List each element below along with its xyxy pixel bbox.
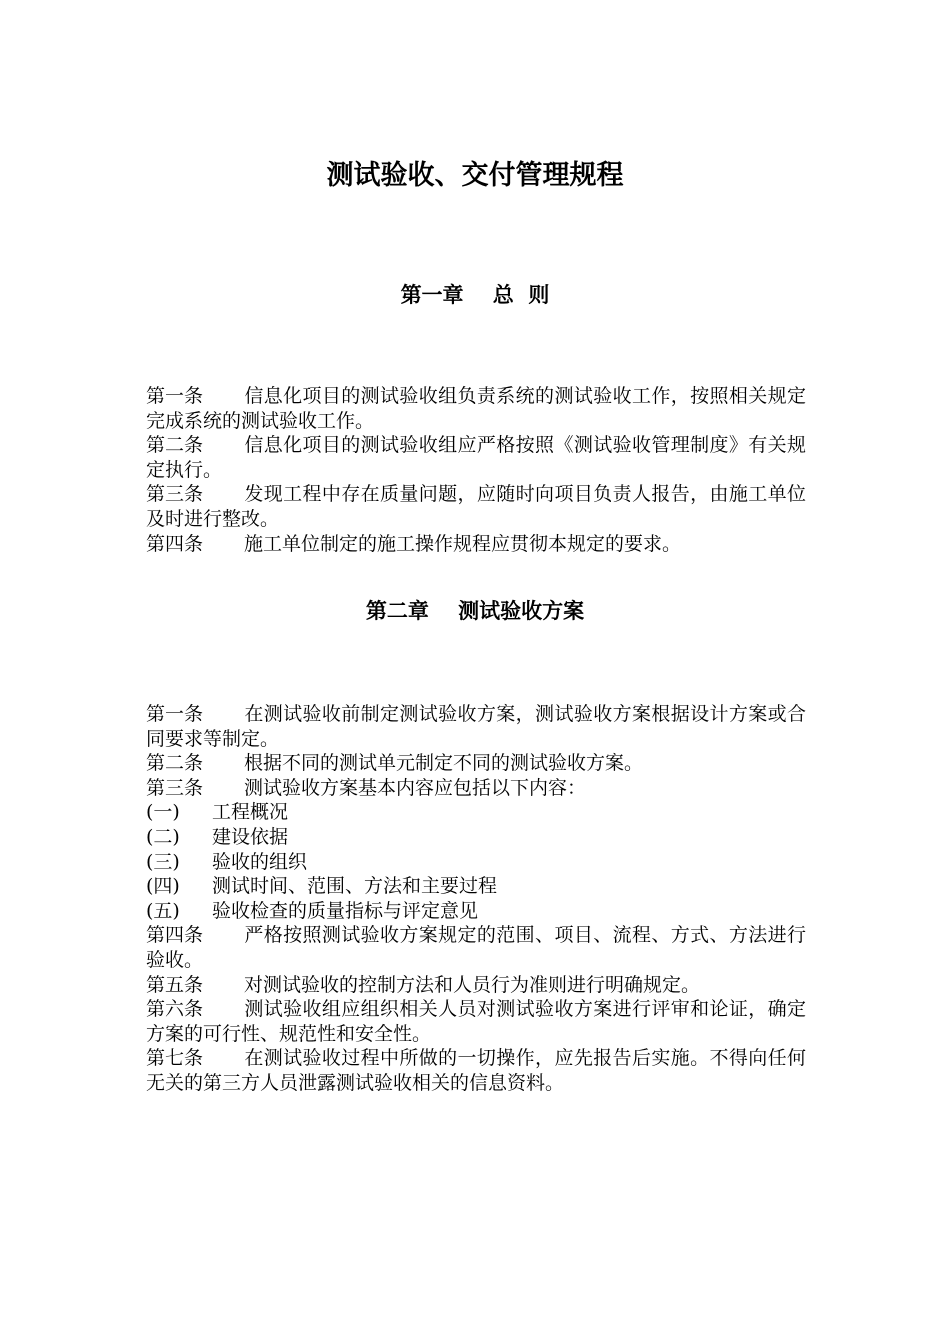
chapter-2-article-2	[146, 751, 806, 776]
article-text: 在测试验收前制定测试验收方案，测试验收方案根据设计方案或合同要求等制定。	[146, 703, 806, 750]
article-number: 第四条	[146, 924, 204, 947]
list-number: (一)	[146, 801, 180, 824]
article-text: 严格按照测试验收方案规定的范围、项目、流程、方式、方法进行验收。	[146, 924, 806, 971]
chapter-1-body	[146, 384, 806, 556]
list-item	[146, 825, 806, 850]
list-number: (三)	[146, 850, 180, 873]
chapter-2-article-4	[146, 923, 806, 972]
article-number: 第七条	[146, 1047, 204, 1070]
list-text: 验收检查的质量指标与评定意见	[212, 899, 479, 922]
chapter-1-article-4	[146, 532, 806, 557]
article-number: 第五条	[146, 973, 204, 996]
chapter-2-body	[146, 702, 806, 1096]
article-text: 施工单位制定的施工操作规程应贯彻本规定的要求。	[244, 532, 682, 555]
chapter-1-article-1	[146, 384, 806, 433]
list-number: (五)	[146, 899, 180, 922]
chapter-2-article-5	[146, 973, 806, 998]
document-title: 测试验收、交付管理规程	[326, 160, 624, 191]
list-text: 工程概况	[212, 801, 289, 824]
list-item	[146, 850, 806, 875]
chapter-1-article-2	[146, 433, 806, 482]
list-number: (二)	[146, 825, 180, 848]
article-text: 在测试验收过程中所做的一切操作，应先报告后实施。不得向任何无关的第三方人员泄露测试验收相关的信息资料。	[146, 1047, 806, 1094]
chapter-1-title: 第一章 总 则	[400, 282, 550, 307]
article-text: 对测试验收的控制方法和人员行为准则进行明确规定。	[244, 973, 701, 996]
list-text: 验收的组织	[212, 850, 308, 873]
article-text: 测试验收组应组织相关人员对测试验收方案进行评审和论证，确定方案的可行性、规范性和安全性。	[146, 998, 806, 1045]
article-number: 第一条	[146, 385, 204, 407]
chapter-1-article-3	[146, 482, 806, 531]
chapter-2-article-7	[146, 1046, 806, 1095]
article-text: 测试验收方案基本内容应包括以下内容：	[244, 776, 587, 799]
list-text: 测试时间、范围、方法和主要过程	[212, 875, 498, 898]
list-text: 建设依据	[212, 825, 289, 848]
article-number: 第六条	[146, 998, 204, 1021]
list-item	[146, 800, 806, 825]
article-text: 信息化项目的测试验收组应严格按照《测试验收管理制度》有关规定执行。	[146, 434, 806, 481]
list-item	[146, 874, 806, 899]
article-number: 第二条	[146, 752, 204, 775]
list-number: (四)	[146, 875, 180, 898]
article-text: 发现工程中存在质量问题，应随时向项目负责人报告，由施工单位及时进行整改。	[146, 483, 806, 530]
chapter-2-article-3	[146, 776, 806, 801]
article-number: 第一条	[146, 703, 204, 725]
article-number: 第三条	[146, 483, 204, 506]
article-text: 信息化项目的测试验收组负责系统的测试验收工作，按照相关规定完成系统的测试验收工作。	[146, 385, 806, 432]
chapter-2-article-1	[146, 702, 806, 751]
article-text: 根据不同的测试单元制定不同的测试验收方案。	[244, 752, 644, 775]
chapter-2-article-6	[146, 997, 806, 1046]
article-number: 第二条	[146, 434, 204, 457]
chapter-2-title: 第二章 测试验收方案	[365, 598, 585, 623]
article-number: 第三条	[146, 776, 204, 799]
article-number: 第四条	[146, 532, 204, 555]
list-item	[146, 899, 806, 924]
